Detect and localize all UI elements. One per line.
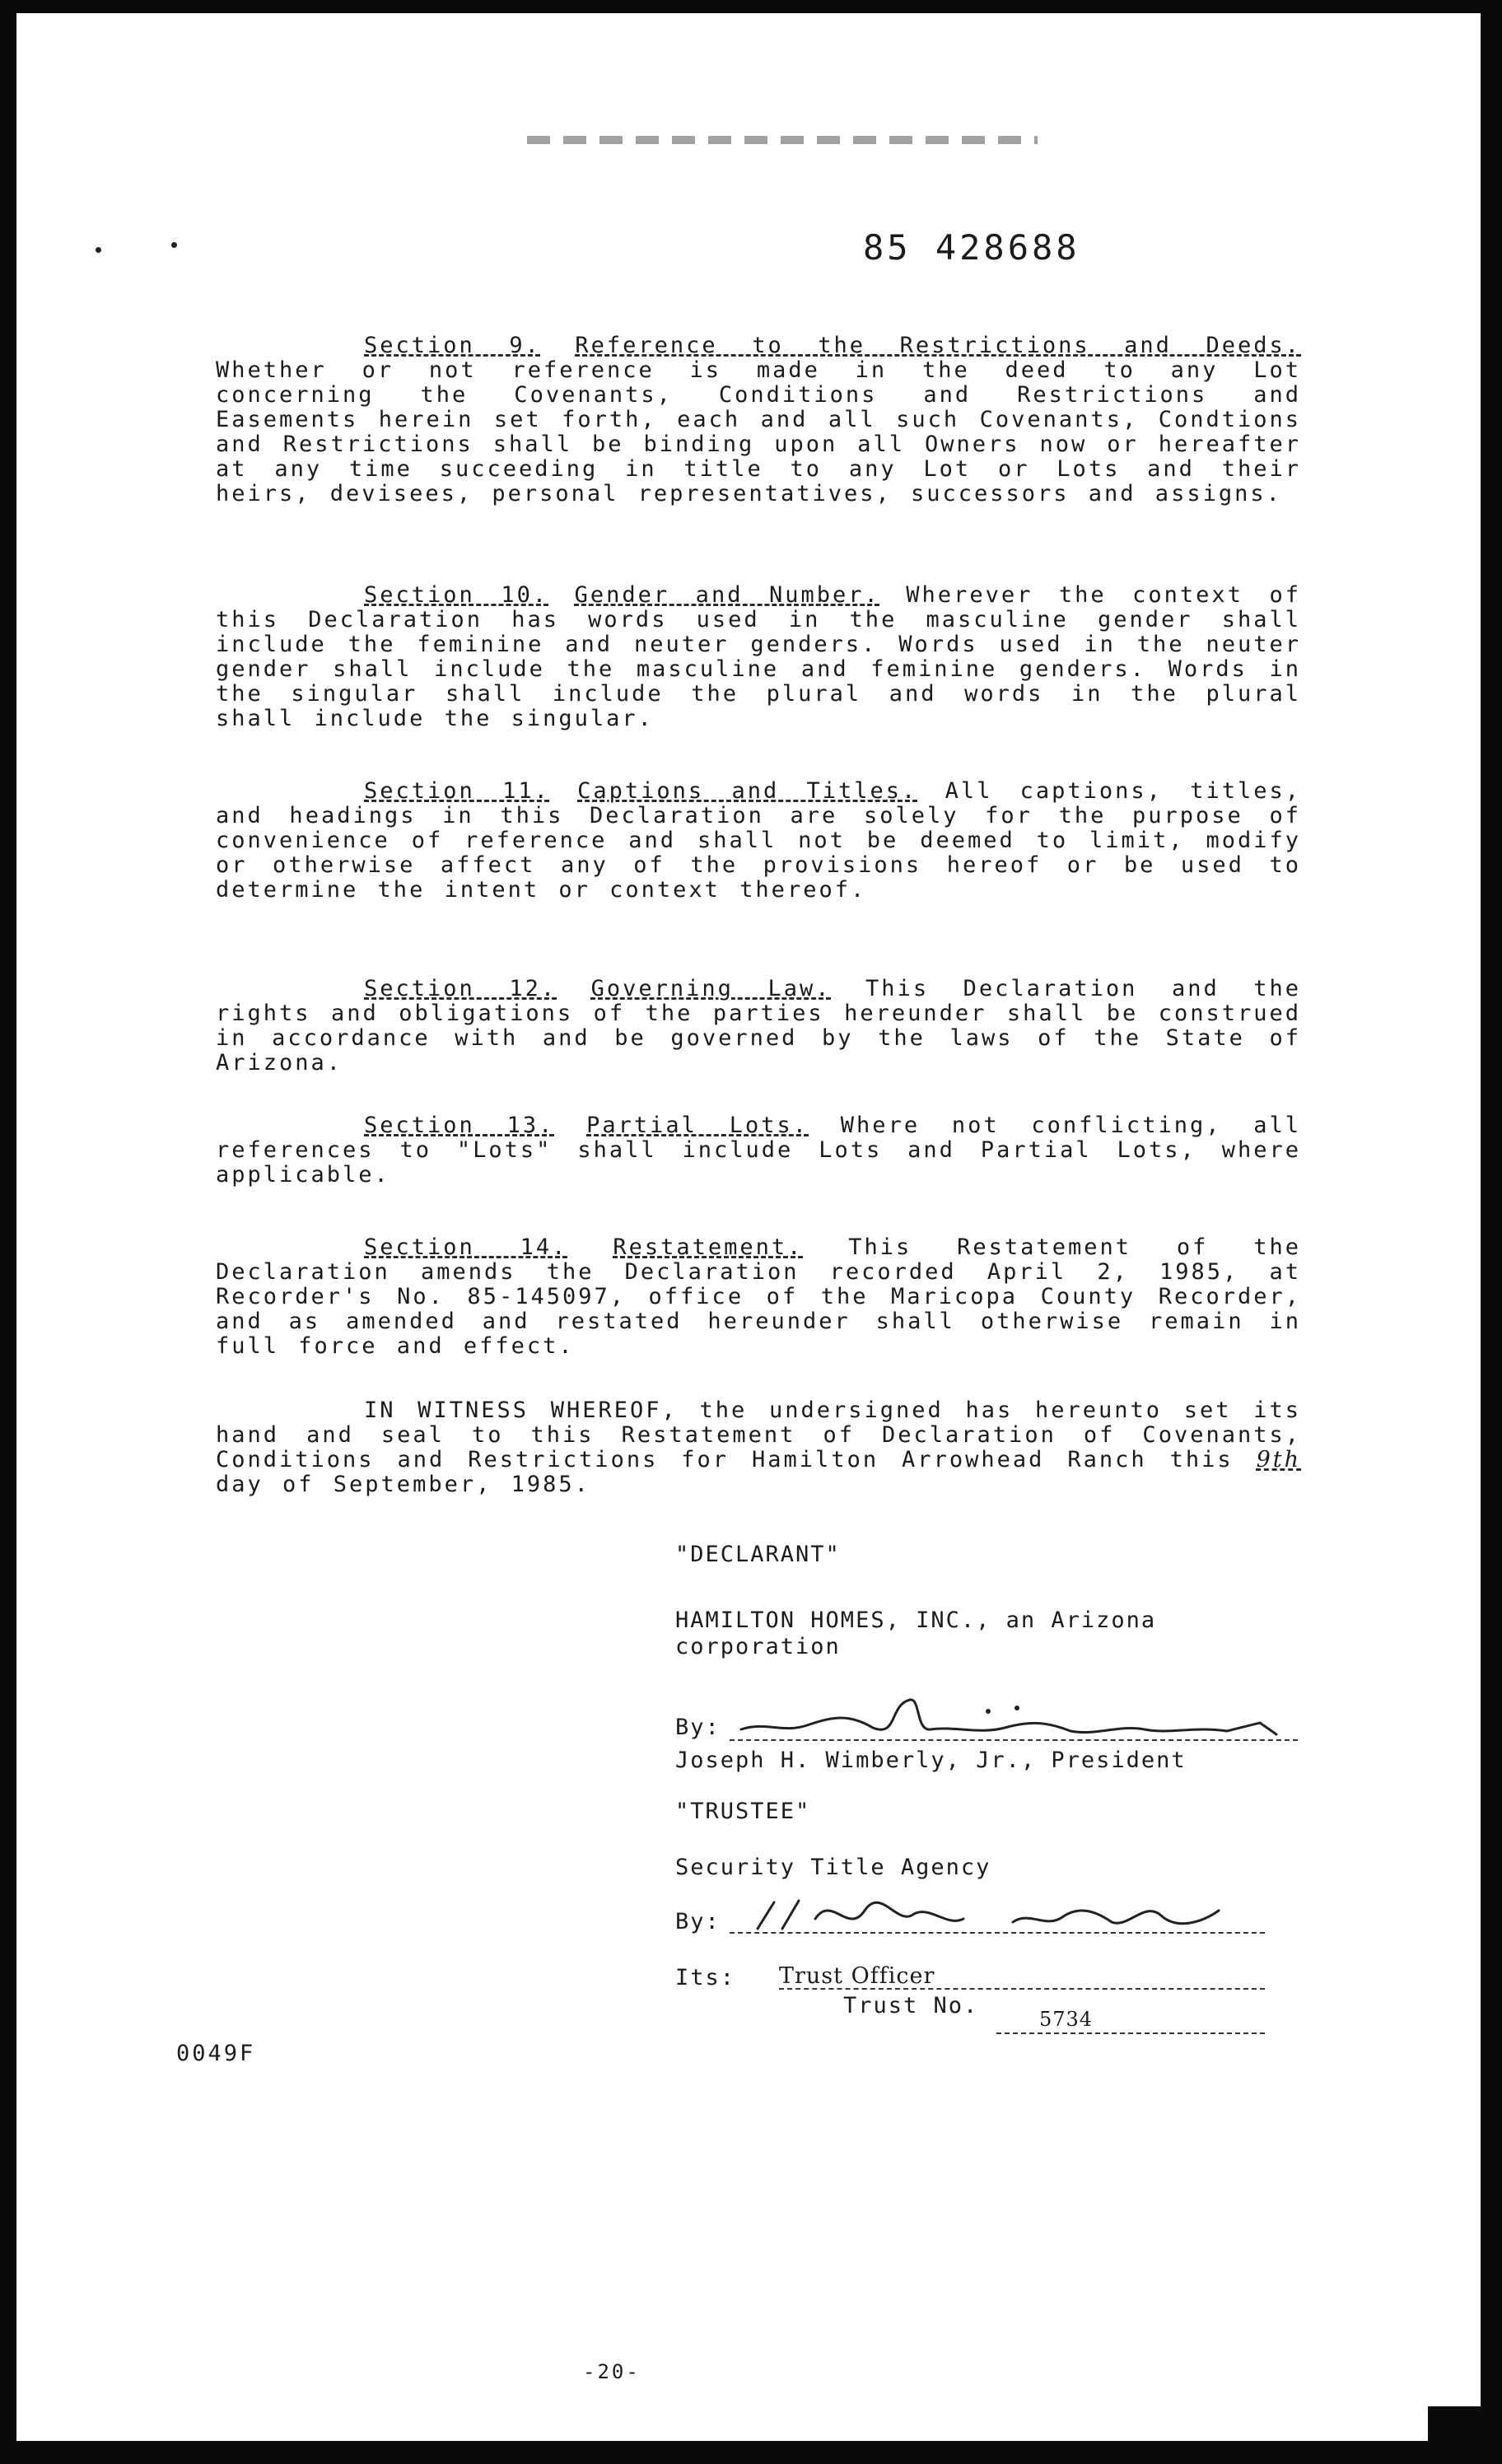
section-label: Section 14. xyxy=(364,1234,568,1260)
section-title: Captions and Titles. xyxy=(577,778,918,804)
trustee-signature xyxy=(741,1886,1235,1940)
scan-border-right xyxy=(1481,0,1502,2464)
footer-code: 0049F xyxy=(176,2041,256,2066)
witness-text-end: day of September, 1985. xyxy=(216,1472,590,1497)
page-number: -20- xyxy=(583,2360,641,2383)
scan-speck xyxy=(171,242,177,248)
trustee-heading: "TRUSTEE" xyxy=(675,1799,811,1824)
witness-lead: IN WITNESS WHEREOF, xyxy=(364,1398,678,1423)
declarant-company: HAMILTON HOMES, INC., an Arizona xyxy=(675,1608,1157,1633)
section-label: Section 9. xyxy=(364,333,541,358)
section-14-paragraph xyxy=(216,1235,1301,1359)
scan-corner-artifact xyxy=(1428,2406,1502,2464)
witness-paragraph xyxy=(216,1398,1301,1497)
declarant-by-label: By: xyxy=(675,1715,721,1740)
section-body: This Declaration and the rights and obligations of the parties hereunder shall be construed in accordance with and be governed by the laws of the State of Arizona. xyxy=(216,976,1302,1076)
document-number: 85 428688 xyxy=(863,227,1080,268)
scan-speck xyxy=(96,247,101,253)
section-title: Governing Law. xyxy=(590,976,832,1001)
witness-day-handwritten: 9th xyxy=(1256,1447,1302,1472)
section-body: Wherever the context of this Declaration has words used in the masculine gender shall include the feminine and neuter genders. Words used in the neuter gender shall include the masculine and feminine genders. Words in the singular shall include the plural and words in the plural shall include the singular. xyxy=(216,582,1301,731)
scan-noise-dashes xyxy=(527,136,1038,144)
section-10-paragraph xyxy=(216,583,1301,731)
section-13-paragraph xyxy=(216,1113,1301,1188)
trust-no-line xyxy=(996,2032,1265,2034)
section-body: Where not conflicting, all references to "Lots" shall include Lots and Partial Lots, where applicable. xyxy=(216,1113,1302,1188)
section-11-paragraph xyxy=(216,779,1301,903)
witness-text: the undersigned has hereunto set its hand and seal to this Restatement of Declaration of Covenants, Conditions and Restrictions for Hamilton Arrowhead Ranch this xyxy=(216,1398,1301,1472)
section-body: All captions, titles, and headings in this Declaration are solely for the purpose of convenience of reference and shall not be deemed to limit, modify or otherwise affect any of the provisions hereof or be used to determine the intent or context thereof. xyxy=(216,778,1301,903)
section-title: Reference to the Restrictions and Deeds. xyxy=(575,333,1302,358)
section-body: This Restatement of the Declaration amends the Declaration recorded April 2, 1985, at Recorder's No. 85-145097, office of the Maricopa County Recorder, and as amended and restated hereunder shall otherwise remain in full force and effect. xyxy=(216,1234,1301,1359)
declarant-signature xyxy=(733,1688,1301,1746)
declarant-heading: "DECLARANT" xyxy=(675,1542,841,1567)
trustee-company: Security Title Agency xyxy=(675,1855,991,1880)
section-label: Section 12. xyxy=(364,976,557,1001)
trust-no-value: 5734 xyxy=(1039,2008,1094,2031)
section-12-paragraph xyxy=(216,977,1301,1076)
trustee-by-label: By: xyxy=(675,1909,721,1934)
trustee-its-value: Trust Officer xyxy=(779,1963,935,1989)
section-title: Partial Lots. xyxy=(586,1113,809,1138)
trust-no-label: Trust No. xyxy=(843,1993,979,2018)
section-9-paragraph xyxy=(216,334,1301,506)
declarant-signer-name: Joseph H. Wimberly, Jr., President xyxy=(675,1748,1187,1773)
trustee-its-label: Its: xyxy=(675,1965,736,1990)
section-body: Whether or not reference is made in the deed to any Lot concerning the Covenants, Conditions and Restrictions and Easements herein set forth, each and all such Covenants, Condtions and Restrictions shall be binding upon all Owners now or hereafter at any time succeeding in title to any Lot or Lots and their heirs, devisees, personal representatives, successors and assigns. xyxy=(216,357,1301,506)
scan-border-top xyxy=(0,0,1502,13)
scan-border-bottom xyxy=(0,2441,1502,2464)
section-title: Restatement. xyxy=(613,1234,804,1260)
section-label: Section 13. xyxy=(364,1113,555,1138)
section-label: Section 11. xyxy=(364,778,550,804)
section-title: Gender and Number. xyxy=(574,582,880,608)
scan-border-left xyxy=(0,0,16,2464)
declarant-company-type: corporation xyxy=(675,1634,841,1659)
section-label: Section 10. xyxy=(364,582,549,608)
